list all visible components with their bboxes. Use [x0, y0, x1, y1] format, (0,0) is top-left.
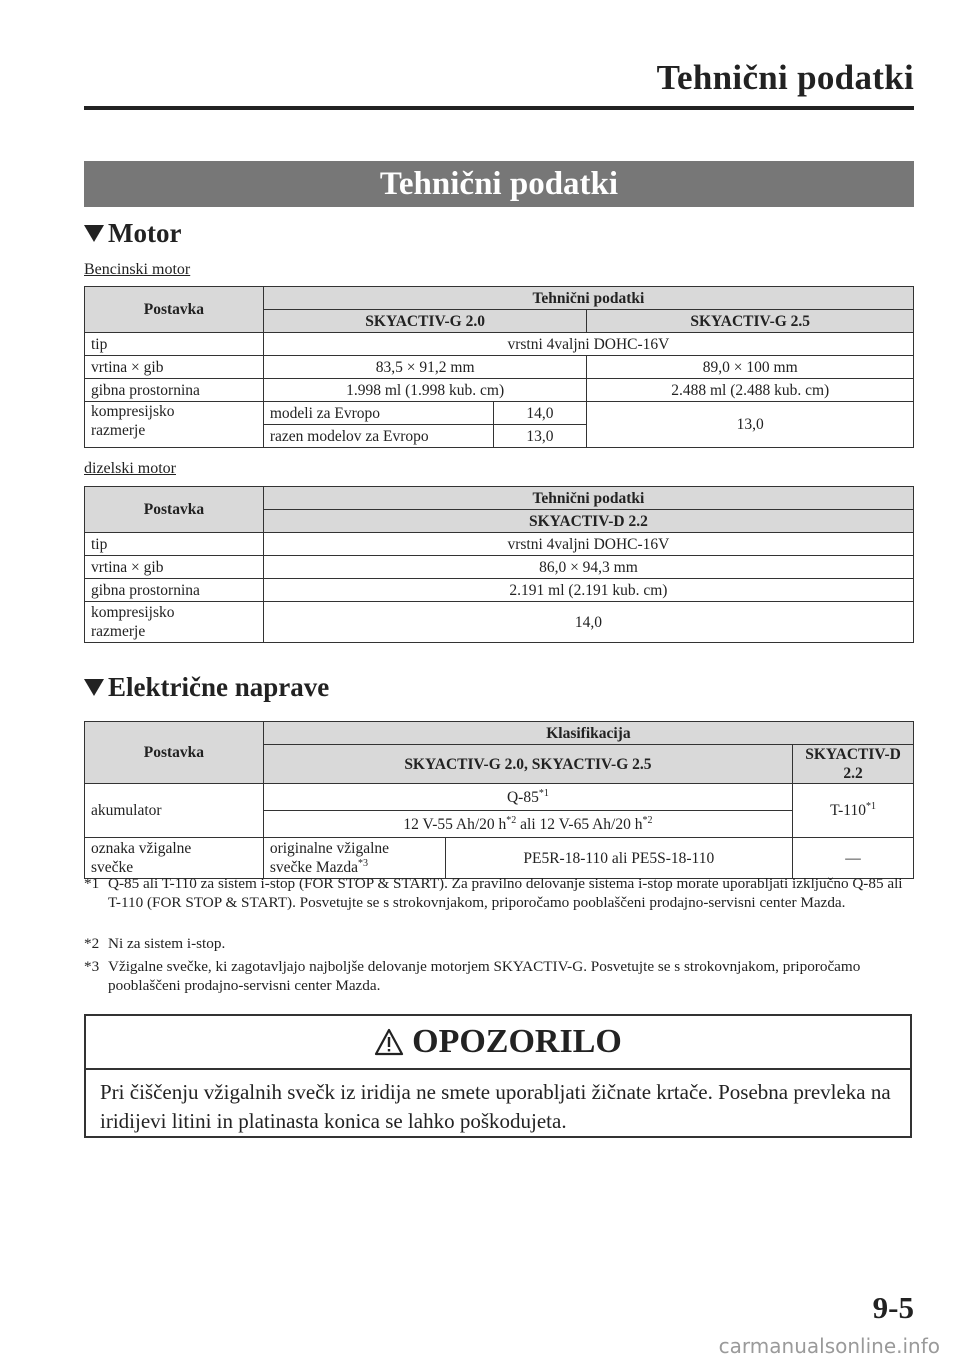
row-label: gibna prostornina: [85, 579, 264, 602]
footnote-ref: *1: [538, 787, 549, 799]
label-line: razmerje: [91, 623, 146, 640]
cell-value: 89,0 × 100 mm: [587, 356, 914, 379]
warning-triangle-icon: [374, 1028, 404, 1056]
row-label: akumulator: [85, 784, 264, 838]
electrical-table: [84, 721, 914, 879]
col-header-item: Postavka: [85, 487, 264, 533]
label-line: kompresijsko: [91, 604, 175, 621]
cell-value: 2.191 ml (2.191 kub. cm): [263, 579, 913, 602]
battery-d-value: T-110: [830, 802, 866, 819]
col-header-item: Postavka: [85, 722, 264, 784]
label-line: razmerje: [91, 422, 146, 439]
cell-value: 13,0: [493, 425, 587, 448]
table-row: [85, 579, 914, 602]
footnote-ref: *2: [642, 814, 653, 826]
label-line: oznaka vžigalne: [91, 840, 192, 857]
footnote-ref: *2: [506, 814, 517, 826]
battery-g-alt-a: 12 V-55 Ah/20 h: [403, 815, 507, 833]
diesel-heading: dizelski motor: [84, 460, 176, 477]
footnote: [84, 874, 914, 912]
row-label: gibna prostornina: [85, 379, 264, 402]
triangle-bullet-icon: [84, 225, 104, 242]
cell-value: [263, 811, 792, 838]
table-row: [85, 287, 914, 310]
cell-value: —: [793, 838, 914, 879]
row-label: [85, 402, 264, 448]
label-line: kompresijsko: [91, 403, 175, 420]
table-row: [85, 356, 914, 379]
label-line: originalne vžigalne: [269, 840, 390, 857]
table-row: [85, 333, 914, 356]
section-heading-motor: [84, 218, 181, 249]
label-line: svečke Mazda: [269, 859, 359, 876]
petrol-engine-table: [84, 286, 914, 448]
warning-text: Pri čiščenju vžigalnih svečk iz iridija ne smete uporabljati žičnate krtače. Posebna prevleka na iridijevi litini in platinasta konica se lahko poškodujeta.: [100, 1080, 891, 1133]
cell-sublabel: [263, 838, 445, 879]
section-heading-label: Električne naprave: [108, 672, 330, 702]
table-row: [85, 487, 914, 510]
cell-value: 86,0 × 94,3 mm: [263, 556, 913, 579]
cell-value: [793, 784, 914, 838]
diesel-engine-table: [84, 486, 914, 643]
col-header-spec: Tehnični podatki: [263, 487, 913, 510]
footnote-text: Vžigalne svečke, ki zagotavljajo najboljše delovanje motorjem SKYACTIV-G. Posvetujte se s strokovnjakom, priporočamo pooblaščeni prodajno-servisni center Mazda.: [108, 958, 861, 994]
table-row: [85, 533, 914, 556]
footnote-text: Q-85 ali T-110 za sistem i-stop (FOR STOP & START). Za pravilno delovanje sistema i-stop morate uporabljati izključno Q-85 ali T-110 (FOR STOP & START). Posvetujte se s strokovnjakom, priporočamo pooblaščeni prodajno-servisni center Mazda.: [108, 875, 903, 911]
battery-g-value: Q-85: [506, 788, 539, 806]
col-header-g25: SKYACTIV-G 2.5: [587, 310, 914, 333]
warning-header: [86, 1016, 910, 1070]
table-row: [85, 838, 914, 879]
warning-title: OPOZORILO: [412, 1023, 622, 1060]
footnote-number: *2: [84, 935, 100, 952]
col-header-d22: SKYACTIV-D 2.2: [263, 510, 913, 533]
page-number: 9-5: [872, 1290, 914, 1325]
footnote-number: *1: [84, 875, 100, 892]
table-row: [85, 402, 914, 425]
petrol-heading: Bencinski motor: [84, 261, 191, 278]
table-row: [85, 556, 914, 579]
table-row: [85, 722, 914, 745]
cell-sublabel: razen modelov za Evropo: [263, 425, 493, 448]
footnote-text: Ni za sistem i-stop.: [108, 935, 226, 952]
col-header-g: SKYACTIV-G 2.0, SKYACTIV-G 2.5: [263, 745, 792, 784]
section-heading-label: Motor: [108, 218, 182, 248]
watermark: carmanualsonline.info: [718, 1334, 940, 1358]
cell-value: 13,0: [587, 402, 914, 448]
page-title: Tehnični podatki: [84, 161, 914, 207]
row-label: tip: [85, 333, 264, 356]
row-label: [85, 602, 264, 643]
cell-value: vrstni 4valjni DOHC-16V: [263, 533, 913, 556]
table-row: [85, 602, 914, 643]
header-rule: [84, 106, 914, 110]
label-line: svečke: [91, 859, 134, 876]
cell-value: 14,0: [263, 602, 913, 643]
cell-value: 83,5 × 91,2 mm: [263, 356, 587, 379]
section-heading-electric: [84, 672, 329, 703]
table-row: [85, 379, 914, 402]
col-header-class: Klasifikacija: [263, 722, 913, 745]
col-header-item: Postavka: [85, 287, 264, 333]
table-row: [85, 784, 914, 811]
footnote: [84, 934, 914, 953]
row-label: vrtina × gib: [85, 356, 264, 379]
cell-sublabel: modeli za Evropo: [263, 402, 493, 425]
running-head: Tehnični podatki: [656, 58, 914, 97]
col-header-g20: SKYACTIV-G 2.0: [263, 310, 587, 333]
footnote-number: *3: [84, 958, 100, 975]
row-label: vrtina × gib: [85, 556, 264, 579]
triangle-bullet-icon: [84, 679, 104, 696]
row-label: tip: [85, 533, 264, 556]
col-header-spec: Tehnični podatki: [263, 287, 913, 310]
battery-g-alt-b: ali 12 V-65 Ah/20 h: [516, 815, 643, 833]
footnote-ref: *3: [358, 857, 369, 869]
cell-value: [263, 784, 792, 811]
cell-value: PE5R-18-110 ali PE5S-18-110: [445, 838, 792, 879]
footnote: [84, 957, 914, 995]
cell-value: vrstni 4valjni DOHC-16V: [263, 333, 913, 356]
cell-value: 2.488 ml (2.488 kub. cm): [587, 379, 914, 402]
warning-box: [84, 1014, 912, 1138]
cell-value: 14,0: [493, 402, 587, 425]
row-label: [85, 838, 264, 879]
footnote-ref: *1: [865, 800, 876, 812]
col-header-d: SKYACTIV-D 2.2: [793, 745, 914, 784]
cell-value: 1.998 ml (1.998 kub. cm): [263, 379, 587, 402]
